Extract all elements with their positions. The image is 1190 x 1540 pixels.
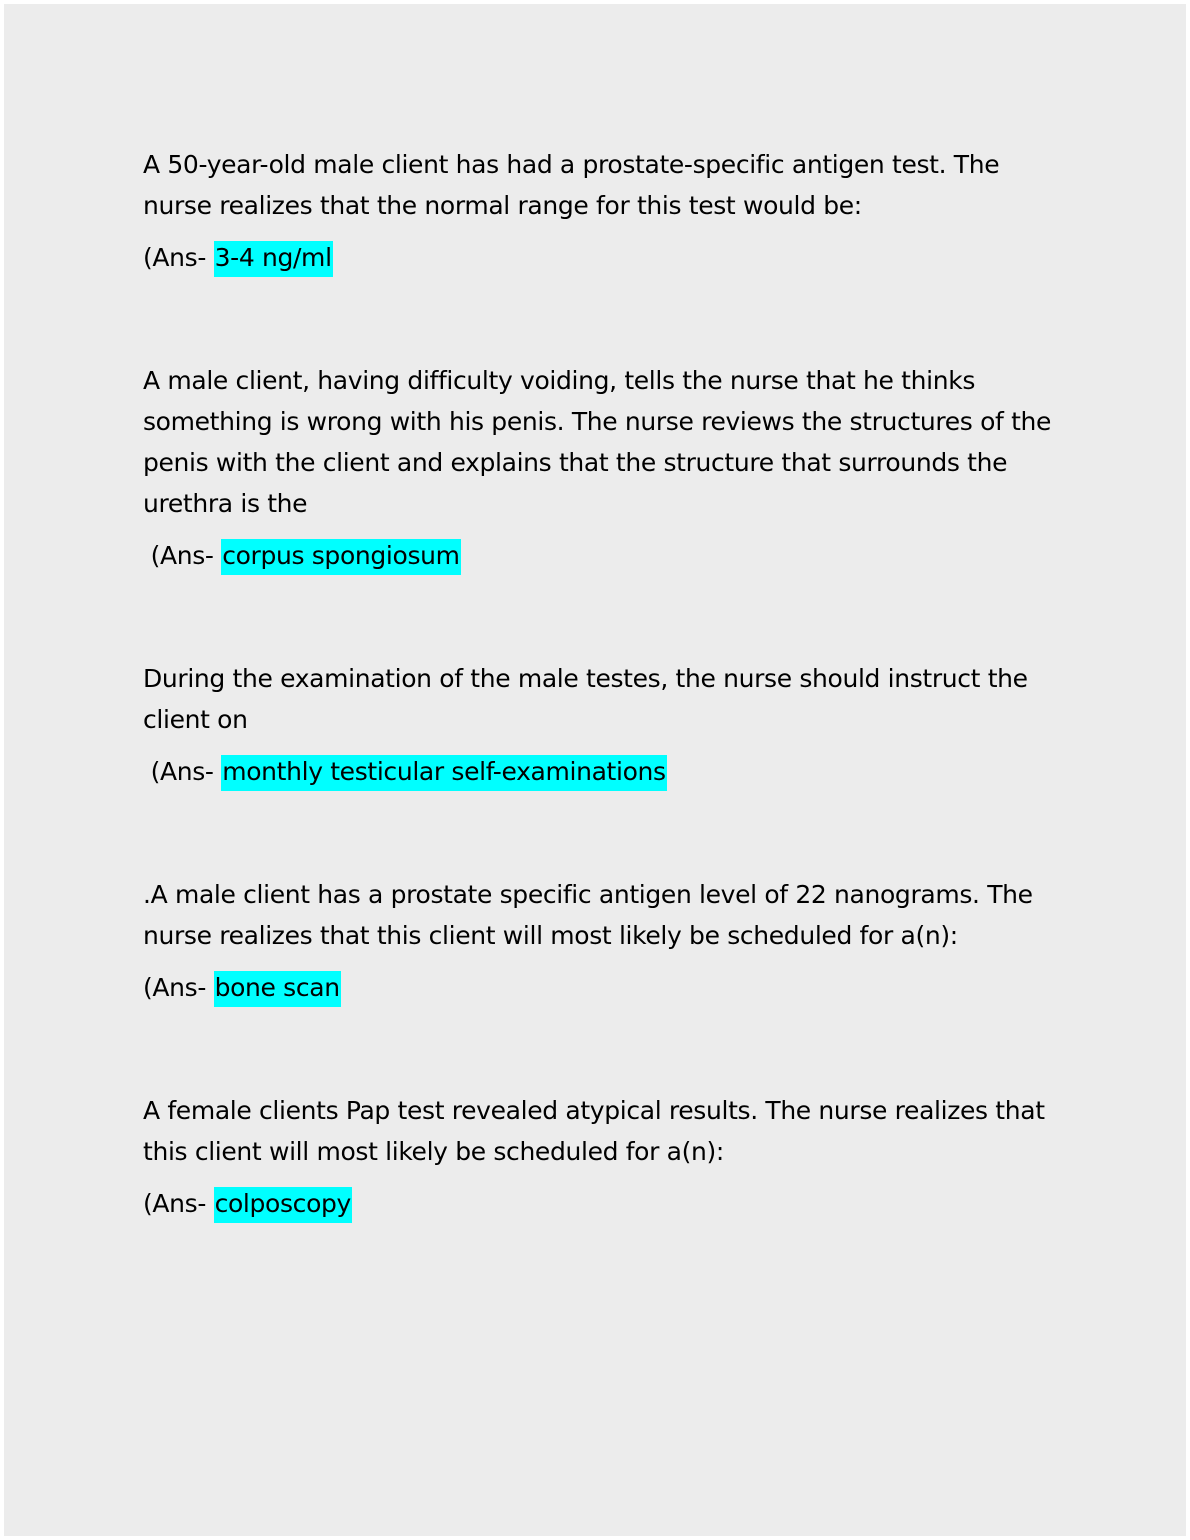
qa-item (143, 658, 1063, 792)
question-text: A female clients Pap test revealed atypical results. The nurse realizes that this client will most likely be scheduled for a(n): (143, 1096, 1045, 1166)
qa-item (143, 360, 1063, 576)
answer-highlight: monthly testicular self-examinations (221, 755, 667, 791)
answer-highlight: 3-4 ng/ml (214, 241, 333, 277)
answer-highlight: bone scan (214, 971, 341, 1007)
answer-prefix: (Ans- (143, 757, 222, 786)
answer-line (143, 237, 1063, 278)
answer-line (143, 967, 1063, 1008)
answer-prefix: (Ans- (143, 1189, 214, 1218)
answer-prefix: (Ans- (143, 973, 214, 1002)
answer-line (143, 751, 1063, 792)
qa-item (143, 144, 1063, 278)
answer-highlight: colposcopy (214, 1187, 352, 1223)
document-page (4, 4, 1186, 1536)
answer-prefix: (Ans- (143, 243, 214, 272)
question-text: .A male client has a prostate specific antigen level of 22 nanograms. The nurse realizes that this client will most likely be scheduled for a(n): (143, 880, 1033, 950)
document-body (143, 144, 1063, 1306)
question-text: A male client, having difficulty voiding, tells the nurse that he thinks something is wrong with his penis. The nurse reviews the structures of the penis with the client and explains that the structure that surrounds the urethra is the (143, 366, 1052, 518)
answer-line (143, 1183, 1063, 1224)
qa-item (143, 874, 1063, 1008)
answer-prefix: (Ans- (143, 541, 222, 570)
question-text: A 50-year-old male client has had a prostate-specific antigen test. The nurse realizes that the normal range for this test would be: (143, 150, 1000, 220)
qa-item (143, 1090, 1063, 1224)
answer-highlight: corpus spongiosum (221, 539, 460, 575)
answer-line (143, 535, 1063, 576)
question-text: During the examination of the male testes, the nurse should instruct the client on (143, 664, 1028, 734)
